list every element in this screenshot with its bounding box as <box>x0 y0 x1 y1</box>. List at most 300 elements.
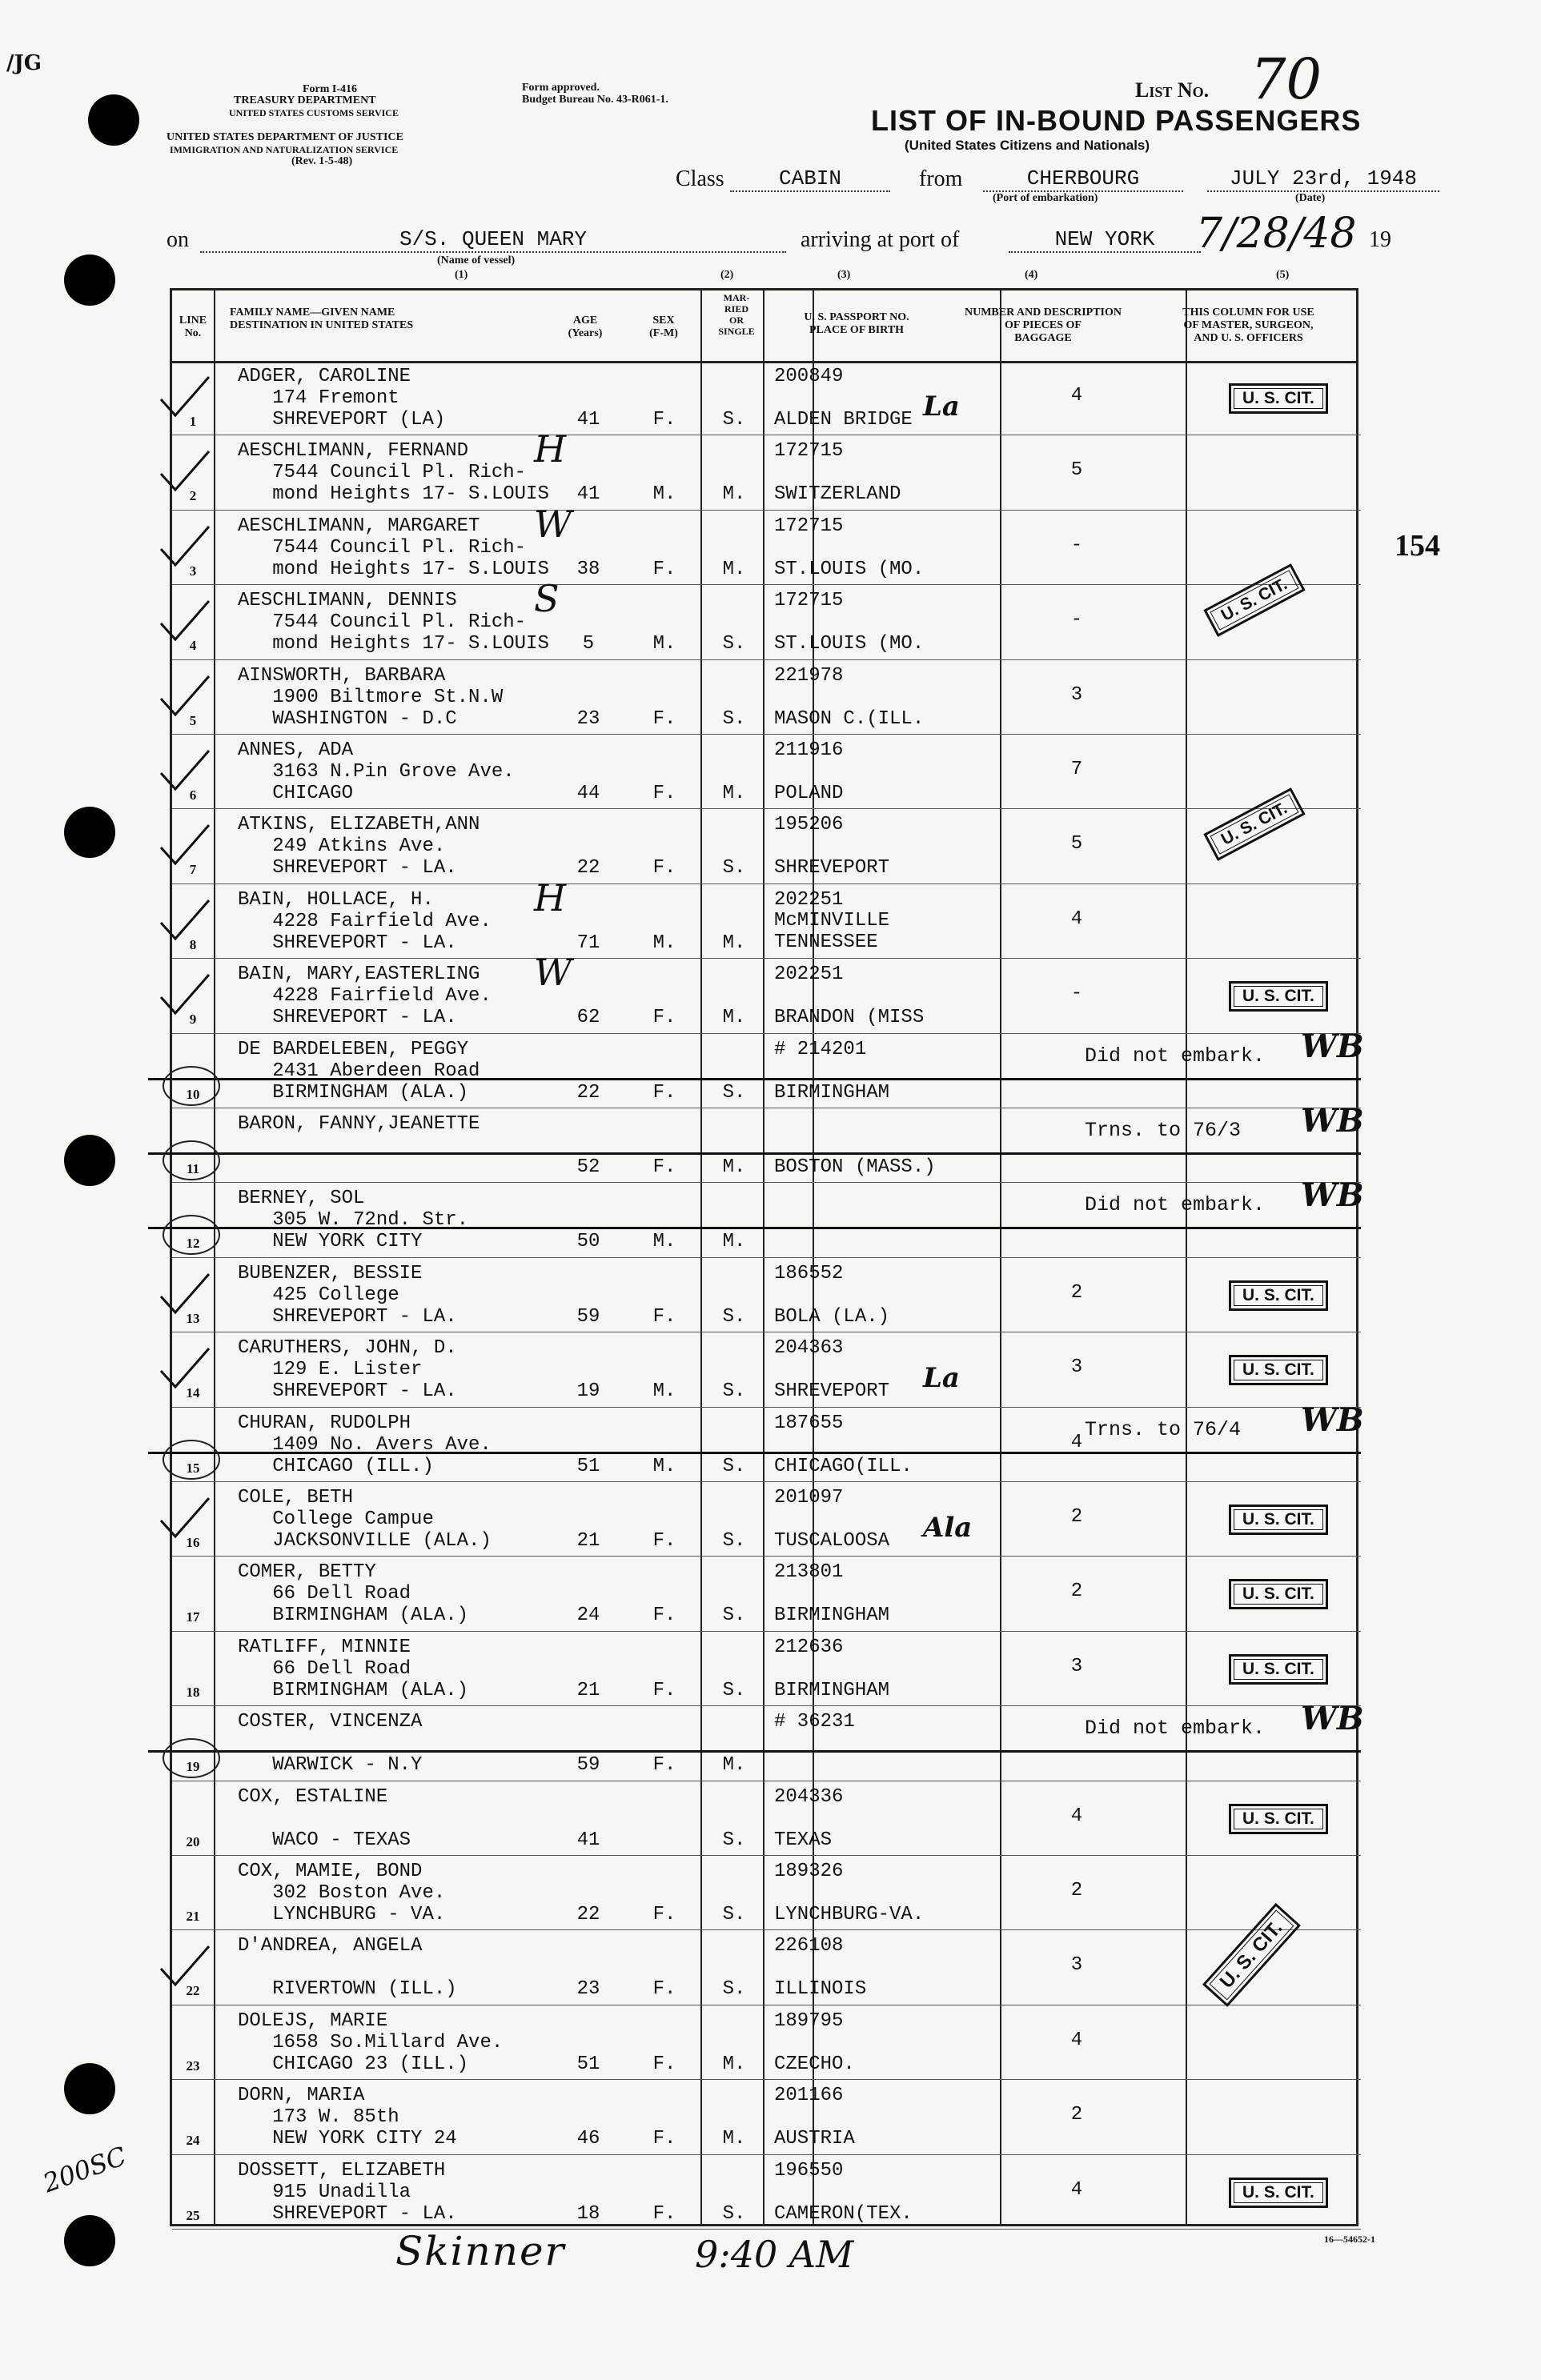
sex-value: F. <box>652 558 676 580</box>
passport-number: 204336 <box>774 1785 844 1808</box>
strike-line <box>148 1227 1361 1229</box>
table-row <box>172 799 1361 883</box>
place-of-birth: MASON C.(ILL. <box>774 707 925 730</box>
age-value: 51 <box>576 2053 600 2075</box>
page-subtitle: (United States Citizens and Nationals) <box>905 138 1150 153</box>
place-of-birth: ILLINOIS <box>774 1978 867 2001</box>
passport-number: 172715 <box>774 590 844 612</box>
table-row <box>172 875 1361 959</box>
left-margin-note: 200SC <box>38 2140 130 2199</box>
age-value: 22 <box>576 1081 600 1104</box>
vessel-name: S/S. QUEEN MARY <box>200 227 786 253</box>
binder-hole <box>64 254 115 306</box>
age-value: 71 <box>576 932 600 954</box>
handwritten-state: Ala <box>923 1512 973 1544</box>
table-row <box>172 1400 1364 1482</box>
margin-number: 154 <box>1395 529 1440 563</box>
line-number: 4 <box>189 638 197 654</box>
arrival-port: NEW YORK <box>1009 227 1201 253</box>
sex-value: F. <box>652 1081 676 1104</box>
age-value: 59 <box>576 1754 600 1777</box>
age-value: 59 <box>576 1305 600 1328</box>
line-number: 2 <box>189 488 197 504</box>
passenger-name-line: 425 College <box>238 1284 399 1306</box>
year-suffix: 19 <box>1369 227 1391 252</box>
marital-status: S. <box>722 1679 746 1701</box>
passenger-name-line: SHREVEPORT - LA. <box>238 2202 457 2225</box>
sex-value: M. <box>652 1455 676 1477</box>
table-row <box>172 1027 1364 1108</box>
marital-status: S. <box>722 2202 746 2225</box>
class-label: Class <box>676 166 724 191</box>
table-row <box>172 2005 1361 2080</box>
passenger-name-line: SHREVEPORT - LA. <box>238 1007 457 1029</box>
passenger-name-line: DORN, MARIA <box>238 2085 365 2107</box>
column-header-baggage: NUMBER AND DESCRIPTION OF PIECES OF BAGGAGE <box>964 307 1122 344</box>
age-value: 21 <box>576 1679 600 1701</box>
passenger-name-line: ATKINS, ELIZABETH,ANN <box>238 814 480 836</box>
passenger-name-line: RIVERTOWN (ILL.) <box>238 1978 457 2001</box>
strike-line <box>148 1750 1361 1753</box>
table-row <box>172 1781 1361 1856</box>
table-row <box>172 1557 1361 1631</box>
passenger-name-line: 4228 Fairfield Ave. <box>238 985 492 1008</box>
handwritten-state: La <box>923 391 960 423</box>
passenger-name-line: 173 W. 85th <box>238 2106 399 2129</box>
checkmark-icon <box>156 372 212 420</box>
marital-status: M. <box>722 2128 746 2150</box>
passenger-name-line: SHREVEPORT - LA. <box>238 1380 457 1403</box>
passenger-name-line: ADGER, CAROLINE <box>238 366 411 387</box>
baggage-count: 4 <box>1070 2178 1083 2201</box>
passenger-name-line: 7544 Council Pl. Rich- <box>238 536 527 559</box>
passenger-name-line: CHURAN, RUDOLPH <box>238 1412 411 1434</box>
marital-status: M. <box>722 1007 746 1029</box>
table-row <box>172 735 1361 809</box>
passenger-name-line: 66 Dell Road <box>238 1657 411 1680</box>
age-value: 41 <box>576 1829 600 1851</box>
marital-status: S. <box>722 707 746 730</box>
column-header-married: MAR- RIED OR SINGLE <box>718 292 755 337</box>
passenger-name-line: BAIN, HOLLACE, H. <box>238 888 434 911</box>
justice-department: UNITED STATES DEPARTMENT OF JUSTICE <box>167 131 403 143</box>
passenger-name-line: LYNCHBURG - VA. <box>238 1904 446 1925</box>
marital-status: S. <box>722 1829 746 1851</box>
table-row <box>172 575 1361 659</box>
age-value: 21 <box>576 1530 600 1552</box>
passport-number: 189326 <box>774 1861 844 1882</box>
place-of-birth: AUSTRIA <box>774 2128 855 2150</box>
passport-number: 187655 <box>774 1412 844 1434</box>
baggage-count: - <box>1070 609 1083 631</box>
passenger-name-line: SHREVEPORT (LA) <box>238 409 446 431</box>
marital-status: S. <box>722 633 746 655</box>
marital-status: S. <box>722 1380 746 1403</box>
place-of-birth: SHREVEPORT <box>774 1380 890 1403</box>
passenger-name-line: 302 Boston Ave. <box>238 1882 446 1904</box>
marital-status: M. <box>722 783 746 804</box>
sex-value: M. <box>652 483 676 506</box>
table-row <box>172 1482 1361 1557</box>
strike-line <box>148 1452 1361 1454</box>
line-number: 3 <box>189 563 197 579</box>
marital-status: S. <box>722 1455 746 1477</box>
budget-bureau: Budget Bureau No. 43-R061-1. <box>522 94 668 106</box>
line-number: 9 <box>189 1012 197 1028</box>
place-of-birth: ST.LOUIS (MO. <box>774 633 925 655</box>
passenger-name-line: 7544 Council Pl. Rich- <box>238 462 527 484</box>
passport-number: 172715 <box>774 515 844 537</box>
date-caption: (Date) <box>1295 192 1326 204</box>
line-number-circle <box>163 1140 220 1180</box>
age-value: 24 <box>576 1605 600 1627</box>
place-of-birth: ST.LOUIS (MO. <box>774 558 925 580</box>
passenger-name-line: 1409 No. Avers Ave. <box>238 1433 492 1456</box>
passenger-name-line: DOSSETT, ELIZABETH <box>238 2159 446 2182</box>
line-number: 17 <box>186 1609 200 1625</box>
passenger-name-line: BIRMINGHAM (ALA.) <box>238 1081 469 1104</box>
marital-status: M. <box>722 2053 746 2075</box>
passenger-name-line: 2431 Aberdeen Road <box>238 1060 480 1082</box>
place-of-birth: ALDEN BRIDGE <box>774 409 913 431</box>
age-value: 46 <box>576 2128 600 2150</box>
passport-number: 211916 <box>774 739 844 761</box>
line-number: 12 <box>186 1236 200 1252</box>
passenger-name-line: SHREVEPORT - LA. <box>238 857 457 879</box>
line-number: 21 <box>186 1909 200 1924</box>
marital-status: M. <box>722 1156 746 1178</box>
us-citizen-stamp: U. S. CIT. <box>1229 981 1328 1012</box>
place-of-birth: SHREVEPORT <box>774 857 890 879</box>
us-citizen-stamp: U. S. CIT. <box>1229 1280 1328 1311</box>
marital-status: S. <box>722 1904 746 1925</box>
checkmark-icon <box>156 447 212 495</box>
baggage-count: 2 <box>1070 2104 1083 2126</box>
line-number: 1 <box>189 414 197 429</box>
marital-status: M. <box>722 558 746 580</box>
column-header-sex: SEX (F-M) <box>649 315 678 339</box>
line-number: 10 <box>186 1086 200 1102</box>
margin-letter: H <box>534 875 567 920</box>
passenger-name-line: DOLEJS, MARIE <box>238 2009 388 2032</box>
immigration-service: IMMIGRATION AND NATURALIZATION SERVICE <box>170 144 399 155</box>
passenger-name-line: 305 W. 72nd. Str. <box>238 1209 469 1232</box>
form-approved: Form approved. <box>522 82 600 94</box>
sex-value: F. <box>652 2053 676 2075</box>
baggage-count: 4 <box>1070 1431 1083 1453</box>
age-value: 52 <box>576 1156 600 1178</box>
sex-value: F. <box>652 783 676 804</box>
age-value: 18 <box>576 2202 600 2225</box>
line-number: 16 <box>186 1535 200 1550</box>
column-number: (4) <box>1025 269 1038 281</box>
binder-hole <box>64 1135 115 1186</box>
passenger-name-line: WACO - TEXAS <box>238 1829 411 1851</box>
age-value: 38 <box>576 558 600 580</box>
margin-letter: W <box>534 502 572 546</box>
passport-number: 189795 <box>774 2009 844 2032</box>
sex-value: M. <box>652 932 676 954</box>
passenger-name-line: COMER, BETTY <box>238 1561 376 1584</box>
sex-value: M. <box>652 633 676 655</box>
passenger-name-line: BARON, FANNY,JEANETTE <box>238 1113 480 1135</box>
passenger-name-line: JACKSONVILLE (ALA.) <box>238 1530 492 1552</box>
table-row <box>172 2080 1361 2154</box>
column-header-age: AGE (Years) <box>568 315 603 339</box>
on-label: on <box>167 227 189 252</box>
marital-status: S. <box>722 1605 746 1627</box>
sex-value: F. <box>652 857 676 879</box>
customs-service: UNITED STATES CUSTOMS SERVICE <box>229 107 399 118</box>
table-row <box>172 660 1361 735</box>
passenger-name-line: CHICAGO 23 (ILL.) <box>238 2053 469 2075</box>
binder-hole <box>64 2215 115 2266</box>
passenger-name-line: College Campue <box>238 1509 434 1530</box>
passport-number: 201097 <box>774 1487 844 1509</box>
marital-status: S. <box>722 1305 746 1328</box>
sex-value: F. <box>652 1904 676 1925</box>
age-value: 19 <box>576 1380 600 1403</box>
baggage-count: 5 <box>1070 459 1083 482</box>
passport-number: 200849 <box>774 366 844 387</box>
line-number-circle <box>163 1738 220 1778</box>
us-citizen-stamp: U. S. CIT. <box>1229 1804 1328 1834</box>
age-value: 22 <box>576 1904 600 1925</box>
passenger-name-line: 7544 Council Pl. Rich- <box>238 611 527 634</box>
form-number: Form I-416 <box>303 83 358 95</box>
checkmark-icon <box>156 1941 212 1989</box>
passenger-name-line: BAIN, MARY,EASTERLING <box>238 964 480 986</box>
baggage-count: 4 <box>1070 908 1083 930</box>
line-number: 24 <box>186 2133 200 2149</box>
line-number: 6 <box>189 787 197 803</box>
line-number: 5 <box>189 712 197 728</box>
passenger-name-line: WASHINGTON - D.C <box>238 707 457 730</box>
passenger-name-line: mond Heights 17- S.LOUIS <box>238 558 549 580</box>
passport-number: 201166 <box>774 2085 844 2107</box>
sex-value: F. <box>652 1605 676 1627</box>
page-title: LIST OF IN-BOUND PASSENGERS <box>871 104 1362 137</box>
passenger-name-line: SHREVEPORT - LA. <box>238 1305 457 1328</box>
place-of-birth: BIRMINGHAM <box>774 1605 890 1627</box>
sex-value: F. <box>652 2128 676 2150</box>
sex-value: F. <box>652 1978 676 2001</box>
binder-hole <box>64 2063 115 2114</box>
embarkation-port: CHERBOURG <box>983 166 1183 192</box>
passport-number: 172715 <box>774 440 844 463</box>
place-of-birth: SWITZERLAND <box>774 483 901 506</box>
passenger-name-line: 1658 So.Millard Ave. <box>238 2031 504 2053</box>
place-of-birth: BOLA (LA.) <box>774 1305 890 1328</box>
age-value: 41 <box>576 483 600 506</box>
marital-status: S. <box>722 1081 746 1104</box>
us-citizen-stamp: U. S. CIT. <box>1203 563 1305 637</box>
passenger-name-line: CHICAGO (ILL.) <box>238 1455 434 1477</box>
line-number: 18 <box>186 1684 200 1700</box>
passenger-name-line: AINSWORTH, BARBARA <box>238 664 446 687</box>
sex-value: F. <box>652 1754 676 1777</box>
passenger-name-line: BERNEY, SOL <box>238 1188 365 1210</box>
us-citizen-stamp: U. S. CIT. <box>1229 1355 1328 1385</box>
table-row <box>172 1102 1364 1183</box>
passenger-name-line: AESCHLIMANN, MARGARET <box>238 515 480 537</box>
vessel-caption: (Name of vessel) <box>437 254 516 266</box>
passenger-name-line: ANNES, ADA <box>238 739 354 761</box>
us-citizen-stamp: U. S. CIT. <box>1203 788 1305 862</box>
treasury-department: TREASURY DEPARTMENT <box>234 94 376 106</box>
embarkation-caption: (Port of embarkation) <box>993 192 1098 204</box>
departure-date: JULY 23rd, 1948 <box>1207 166 1439 192</box>
table-row <box>172 1258 1361 1332</box>
passenger-name-line: D'ANDREA, ANGELA <box>238 1935 423 1957</box>
column-number: (3) <box>837 269 851 281</box>
checkmark-icon <box>156 746 212 794</box>
us-citizen-stamp: U. S. CIT. <box>1229 383 1328 414</box>
officer-initials: WB <box>1301 1400 1364 1439</box>
column-header-line: LINE No. <box>179 315 207 339</box>
age-value: 22 <box>576 857 600 879</box>
place-of-birth: CAMERON(TEX. <box>774 2202 913 2225</box>
baggage-count: 5 <box>1070 833 1083 855</box>
strike-line <box>148 1078 1361 1080</box>
list-number-label: List No. <box>1135 78 1210 102</box>
passenger-name-line: BIRMINGHAM (ALA.) <box>238 1605 469 1627</box>
age-value: 41 <box>576 409 600 431</box>
line-number-circle <box>163 1440 220 1480</box>
place-of-birth: BIRMINGHAM <box>774 1081 890 1104</box>
passenger-name-line: AESCHLIMANN, DENNIS <box>238 590 457 612</box>
checkmark-icon <box>156 522 212 570</box>
baggage-count: 3 <box>1070 1356 1083 1379</box>
us-citizen-stamp: U. S. CIT. <box>1229 1654 1328 1685</box>
passenger-name-line: NEW YORK CITY <box>238 1231 423 1253</box>
baggage-count: - <box>1070 534 1083 556</box>
passenger-name-line: CHICAGO <box>238 783 354 804</box>
passport-number: 186552 <box>774 1262 844 1284</box>
line-number: 13 <box>186 1310 200 1326</box>
signature-time: 9:40 AM <box>695 2233 854 2276</box>
line-number: 11 <box>186 1161 200 1176</box>
from-label: from <box>919 166 963 191</box>
sex-value: F. <box>652 707 676 730</box>
table-row <box>172 1700 1364 1781</box>
passenger-name-line: COX, ESTALINE <box>238 1785 388 1808</box>
corner-mark: /JG <box>6 51 42 75</box>
class-value: CABIN <box>730 166 890 192</box>
checkmark-icon <box>156 1269 212 1317</box>
line-number: 15 <box>186 1460 200 1476</box>
line-number: 25 <box>186 2207 200 2223</box>
table-row <box>172 1917 1361 2005</box>
age-value: 50 <box>576 1231 600 1253</box>
column-number: (1) <box>455 269 468 281</box>
sex-value: F. <box>652 1305 676 1328</box>
arrival-date: 7/28/48 <box>1196 210 1357 258</box>
marital-status: S. <box>722 1530 746 1552</box>
checkmark-icon <box>156 970 212 1018</box>
sex-value: F. <box>652 1530 676 1552</box>
baggage-count: 2 <box>1070 1506 1083 1528</box>
us-citizen-stamp: U. S. CIT. <box>1229 1579 1328 1609</box>
us-citizen-stamp: U. S. CIT. <box>1202 1904 1301 2008</box>
officer-note: Trns. to 76/3 <box>1085 1119 1242 1142</box>
sex-value: M. <box>652 1380 676 1403</box>
passenger-name-line: 66 Dell Road <box>238 1583 411 1605</box>
passenger-name-line: 915 Unadilla <box>238 2181 411 2203</box>
passenger-name-line: 129 E. Lister <box>238 1359 423 1381</box>
age-value: 5 <box>582 633 595 655</box>
passenger-name-line: 3163 N.Pin Grove Ave. <box>238 761 515 783</box>
marital-status: S. <box>722 409 746 431</box>
marital-status: M. <box>722 483 746 506</box>
passenger-name-line: 1900 Biltmore St.N.W <box>238 686 504 708</box>
form-code: 16—54652-1 <box>1324 2234 1375 2245</box>
checkmark-icon <box>156 596 212 644</box>
officer-note: Did not embark. <box>1085 1044 1266 1068</box>
margin-letter: H <box>534 427 567 471</box>
passport-number: 204363 <box>774 1337 844 1360</box>
margin-letter: W <box>534 951 572 995</box>
place-of-birth: BRANDON (MISS <box>774 1007 925 1029</box>
place-of-birth: CZECHO. <box>774 2053 855 2075</box>
passenger-name-line: mond Heights 17- S.LOUIS <box>238 483 549 506</box>
us-citizen-stamp: U. S. CIT. <box>1229 1505 1328 1535</box>
column-header-officers: THIS COLUMN FOR USE OF MASTER, SURGEON, AND U. S. OFFICERS <box>1182 307 1314 344</box>
baggage-count: 7 <box>1070 759 1083 780</box>
margin-letter: S <box>534 577 560 621</box>
marital-status: M. <box>722 1231 746 1253</box>
passport-number: 196550 <box>774 2159 844 2182</box>
passport-number: 195206 <box>774 814 844 836</box>
passenger-name-line: DE BARDELEBEN, PEGGY <box>238 1038 469 1060</box>
baggage-count: 4 <box>1070 2029 1083 2051</box>
place-of-birth: TUSCALOOSA <box>774 1530 890 1552</box>
line-number: 20 <box>186 1833 200 1849</box>
passenger-name-line: COSTER, VINCENZA <box>238 1711 423 1733</box>
passport-number: 202251 <box>774 964 844 986</box>
passenger-table <box>170 288 1364 2226</box>
passenger-name-line: WARWICK - N.Y <box>238 1754 423 1777</box>
officer-note: Trns. to 76/4 <box>1085 1417 1242 1441</box>
table-row <box>172 427 1361 510</box>
checkmark-icon <box>156 671 212 719</box>
place-of-birth: BIRMINGHAM <box>774 1679 890 1701</box>
checkmark-icon <box>156 1493 212 1541</box>
officer-signature: Skinner <box>395 2228 566 2274</box>
passenger-name-line: BUBENZER, BESSIE <box>238 1262 423 1284</box>
strike-line <box>148 1152 1361 1155</box>
baggage-count: 2 <box>1070 1281 1083 1304</box>
handwritten-state: La <box>923 1362 960 1395</box>
sex-value: F. <box>652 409 676 431</box>
passenger-name-line: COLE, BETH <box>238 1487 354 1509</box>
baggage-count: 4 <box>1070 1805 1083 1827</box>
table-row <box>172 361 1361 435</box>
column-number: (2) <box>720 269 734 281</box>
line-number: 8 <box>189 936 197 952</box>
marital-status: S. <box>722 857 746 879</box>
line-number: 7 <box>189 862 197 878</box>
table-row <box>172 502 1361 585</box>
passenger-name-line: 4228 Fairfield Ave. <box>238 910 492 932</box>
passport-number: 213801 <box>774 1561 844 1584</box>
passenger-name-line: RATLIFF, MINNIE <box>238 1636 411 1658</box>
marital-status: M. <box>722 1754 746 1777</box>
checkmark-icon <box>156 1344 212 1392</box>
table-row <box>172 1176 1364 1257</box>
column-header-name: FAMILY NAME—GIVEN NAME DESTINATION IN UNITED STATES <box>230 307 414 331</box>
passport-number: 212636 <box>774 1636 844 1658</box>
